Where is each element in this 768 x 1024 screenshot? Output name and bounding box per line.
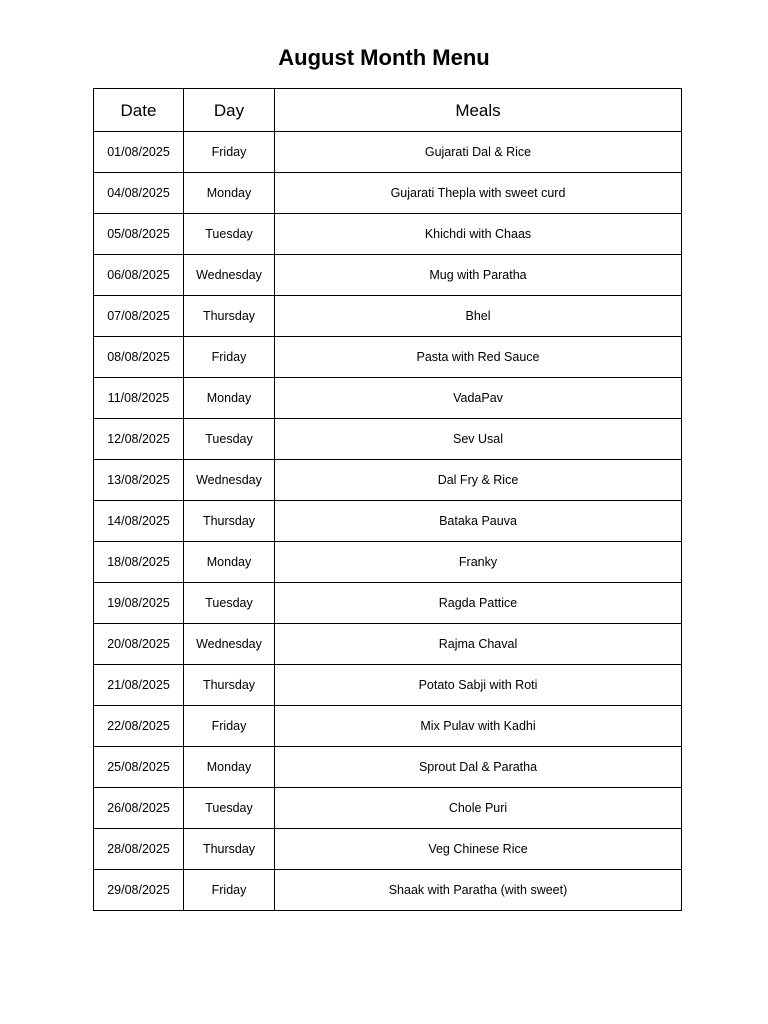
date-cell: 19/08/2025 xyxy=(94,583,184,624)
date-cell: 25/08/2025 xyxy=(94,747,184,788)
date-cell: 14/08/2025 xyxy=(94,501,184,542)
table-body xyxy=(94,132,682,911)
table-row xyxy=(94,214,682,255)
meal-cell: Khichdi with Chaas xyxy=(275,214,682,255)
table-row xyxy=(94,583,682,624)
table-row xyxy=(94,829,682,870)
table-row xyxy=(94,255,682,296)
meal-cell: Franky xyxy=(275,542,682,583)
meal-cell: Bhel xyxy=(275,296,682,337)
day-cell: Thursday xyxy=(184,501,275,542)
day-cell: Friday xyxy=(184,132,275,173)
table-row xyxy=(94,870,682,911)
day-cell: Wednesday xyxy=(184,255,275,296)
menu-table xyxy=(93,88,682,911)
day-cell: Wednesday xyxy=(184,624,275,665)
date-cell: 18/08/2025 xyxy=(94,542,184,583)
table-row xyxy=(94,378,682,419)
page-title: August Month Menu xyxy=(278,45,490,70)
date-cell: 01/08/2025 xyxy=(94,132,184,173)
meal-cell: Pasta with Red Sauce xyxy=(275,337,682,378)
meal-cell: Shaak with Paratha (with sweet) xyxy=(275,870,682,911)
day-cell: Monday xyxy=(184,378,275,419)
table-row xyxy=(94,624,682,665)
column-header-meals: Meals xyxy=(275,89,682,132)
day-cell: Tuesday xyxy=(184,583,275,624)
date-cell: 05/08/2025 xyxy=(94,214,184,255)
day-cell: Thursday xyxy=(184,296,275,337)
date-cell: 26/08/2025 xyxy=(94,788,184,829)
table-row xyxy=(94,747,682,788)
table-row xyxy=(94,173,682,214)
meal-cell: Mix Pulav with Kadhi xyxy=(275,706,682,747)
date-cell: 04/08/2025 xyxy=(94,173,184,214)
date-cell: 20/08/2025 xyxy=(94,624,184,665)
date-cell: 28/08/2025 xyxy=(94,829,184,870)
column-header-date: Date xyxy=(94,89,184,132)
table-row xyxy=(94,460,682,501)
table-row xyxy=(94,337,682,378)
table-row xyxy=(94,296,682,337)
table-row xyxy=(94,542,682,583)
day-cell: Tuesday xyxy=(184,788,275,829)
day-cell: Wednesday xyxy=(184,460,275,501)
table-row xyxy=(94,706,682,747)
date-cell: 21/08/2025 xyxy=(94,665,184,706)
meal-cell: Ragda Pattice xyxy=(275,583,682,624)
meal-cell: Veg Chinese Rice xyxy=(275,829,682,870)
meal-cell: Dal Fry & Rice xyxy=(275,460,682,501)
date-cell: 13/08/2025 xyxy=(94,460,184,501)
meal-cell: Sprout Dal & Paratha xyxy=(275,747,682,788)
day-cell: Thursday xyxy=(184,665,275,706)
table-row xyxy=(94,665,682,706)
day-cell: Friday xyxy=(184,337,275,378)
meal-cell: Gujarati Dal & Rice xyxy=(275,132,682,173)
date-cell: 07/08/2025 xyxy=(94,296,184,337)
meal-cell: Chole Puri xyxy=(275,788,682,829)
table-header-row xyxy=(94,89,682,132)
meal-cell: Gujarati Thepla with sweet curd xyxy=(275,173,682,214)
table-row xyxy=(94,132,682,173)
day-cell: Friday xyxy=(184,706,275,747)
table-row xyxy=(94,419,682,460)
table-row xyxy=(94,501,682,542)
date-cell: 12/08/2025 xyxy=(94,419,184,460)
meal-cell: Sev Usal xyxy=(275,419,682,460)
meal-cell: Bataka Pauva xyxy=(275,501,682,542)
date-cell: 29/08/2025 xyxy=(94,870,184,911)
meal-cell: VadaPav xyxy=(275,378,682,419)
meal-cell: Mug with Paratha xyxy=(275,255,682,296)
meal-cell: Potato Sabji with Roti xyxy=(275,665,682,706)
day-cell: Tuesday xyxy=(184,214,275,255)
day-cell: Monday xyxy=(184,542,275,583)
day-cell: Friday xyxy=(184,870,275,911)
date-cell: 11/08/2025 xyxy=(94,378,184,419)
date-cell: 22/08/2025 xyxy=(94,706,184,747)
table-row xyxy=(94,788,682,829)
day-cell: Thursday xyxy=(184,829,275,870)
date-cell: 08/08/2025 xyxy=(94,337,184,378)
day-cell: Monday xyxy=(184,747,275,788)
day-cell: Monday xyxy=(184,173,275,214)
meal-cell: Rajma Chaval xyxy=(275,624,682,665)
date-cell: 06/08/2025 xyxy=(94,255,184,296)
day-cell: Tuesday xyxy=(184,419,275,460)
column-header-day: Day xyxy=(184,89,275,132)
